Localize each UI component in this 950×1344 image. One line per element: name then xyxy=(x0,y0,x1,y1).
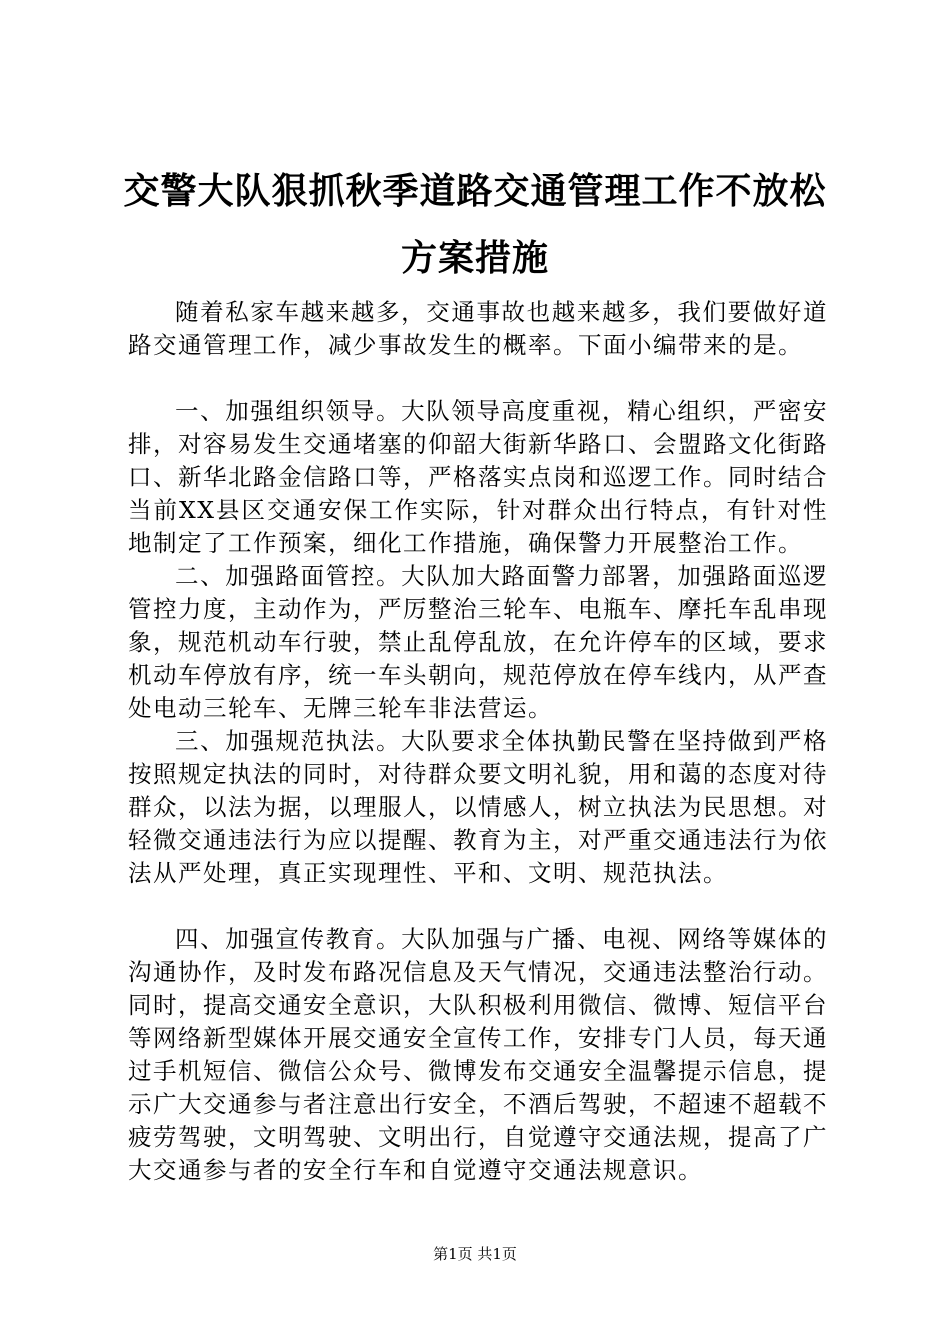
document-body xyxy=(128,296,828,1187)
section-1-paragraph: 一、加强组织领导。大队领导高度重视，精心组织，严密安排，对容易发生交通堵塞的仰韶大街新华路口、会盟路文化街路口、新华北路金信路口等，严格落实点岗和巡逻工作。同时结合当前XX县区交通安保工作实际，针对群众出行特点，有针对性地制定了工作预案，细化工作措施，确保警力开展整治工作。 xyxy=(128,397,828,557)
page-footer: 第1页 共1页 xyxy=(433,1245,517,1263)
section-4-paragraph: 四、加强宣传教育。大队加强与广播、电视、网络等媒体的沟通协作，及时发布路况信息及天气情况，交通违法整治行动。同时，提高交通安全意识，大队积极利用微信、微博、短信平台等网络新型媒体开展交通安全宣传工作，安排专门人员，每天通过手机短信、微信公众号、微博发布交通安全温馨提示信息，提示广大交通参与者注意出行安全，不酒后驾驶，不超速不超载不疲劳驾驶，文明驾驶、文明出行，自觉遵守交通法规，提高了广大交通参与者的安全行车和自觉遵守交通法规意识。 xyxy=(128,925,828,1184)
paragraph-spacer xyxy=(128,362,828,395)
paragraph-spacer xyxy=(128,890,828,923)
intro-paragraph: 随着私家车越来越多，交通事故也越来越多，我们要做好道路交通管理工作，减少事故发生的概率。下面小编带来的是。 xyxy=(128,298,828,359)
section-2-paragraph: 二、加强路面管控。大队加大路面警力部署，加强路面巡逻管控力度，主动作为，严厉整治三轮车、电瓶车、摩托车乱串现象，规范机动车行驶，禁止乱停乱放，在允许停车的区域，要求机动车停放有序，统一车头朝向，规范停放在停车线内，从严查处电动三轮车、无牌三轮车非法营运。 xyxy=(128,562,828,722)
document-title: 交警大队狠抓秋季道路交通管理工作不放松方案措施 xyxy=(123,171,827,279)
section-3-paragraph: 三、加强规范执法。大队要求全体执勤民警在坚持做到严格按照规定执法的同时，对待群众要文明礼貌，用和蔼的态度对待群众，以法为据，以理服人，以情感人，树立执法为民思想。对轻微交通违法行为应以提醒、教育为主，对严重交通违法行为依法从严处理，真正实现理性、平和、文明、规范执法。 xyxy=(128,727,828,887)
